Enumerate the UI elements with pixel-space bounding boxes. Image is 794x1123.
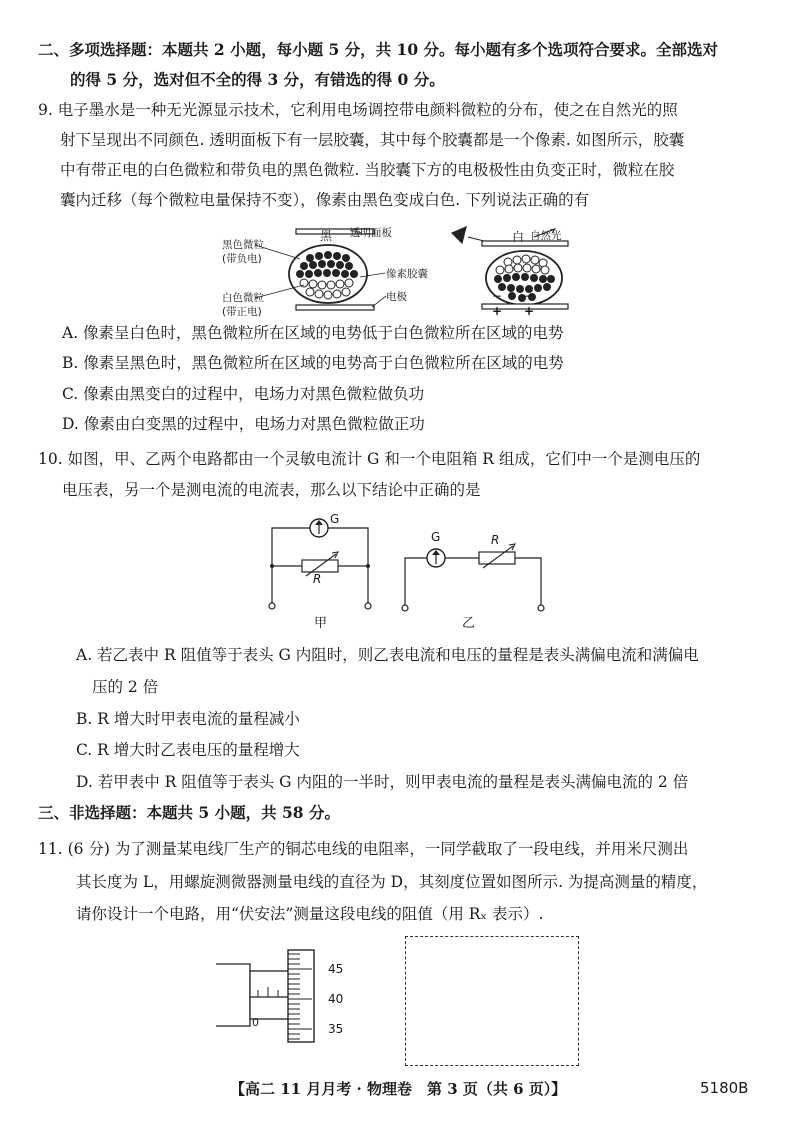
micrometer-tick-0: 0 <box>252 1016 259 1029</box>
q10-stem-line1: 10. 如图，甲、乙两个电路都由一个灵敏电流计 G 和一个电阻箱 R 组成，它们中一个是测电压的 <box>38 450 701 468</box>
q10-circuit-yi <box>395 528 555 618</box>
label-minus-2: − <box>524 289 535 303</box>
label-g2: G <box>431 530 441 544</box>
label-plus-1: + <box>492 304 503 318</box>
label-plus-2: + <box>524 304 535 318</box>
q10-option-b: B. R 增大时甲表电流的量程减小 <box>76 710 300 728</box>
q9-option-a: A. 像素呈白色时，黑色微粒所在区域的电势低于白色微粒所在区域的电势 <box>62 324 564 342</box>
q11-stem-line2: 其长度为 L，用螺旋测微器测量电线的直径为 D，其刻度位置如图所示. 为提高测量的精度， <box>76 873 708 891</box>
q11-stem-line1: 11. (6 分) 为了测量某电线厂生产的铜芯电线的电阻率，一同学截取了一段电线，并用米尺测出 <box>38 840 689 858</box>
label-g1: G <box>330 512 340 526</box>
label-panel-white: 白 <box>512 230 525 244</box>
label-white-charge: (带正电) <box>222 306 262 318</box>
q9-option-c: C. 像素由黑变白的过程中，电场力对黑色微粒做负功 <box>62 385 425 403</box>
q9-option-b: B. 像素呈黑色时，黑色微粒所在区域的电势高于白色微粒所在区域的电势 <box>62 354 564 372</box>
page-footer: 【高二 11 月月考 · 物理卷 第 3 页（共 6 页）】 <box>230 1080 567 1098</box>
section2-title-line1: 二、多项选择题：本题共 2 小题，每小题 5 分，共 10 分。每小题有多个选项符合要求。全部选对 <box>38 40 719 59</box>
micrometer-tick-45: 45 <box>328 962 344 976</box>
q10-option-d: D. 若甲表中 R 阻值等于表头 G 内阻的一半时，则甲表电流的量程是表头满偏电流的 2 倍 <box>76 773 689 791</box>
micrometer-tick-40: 40 <box>328 992 344 1006</box>
q10-stem-line2: 电压表，另一个是测电流的电流表，那么以下结论中正确的是 <box>62 481 481 499</box>
q9-stem-line2: 射下呈现出不同颜色. 透明面板下有一层胶囊，其中每个胶囊都是一个像素. 如图所示，胶囊 <box>60 131 685 149</box>
label-minus-1: − <box>492 289 503 303</box>
label-jia: 甲 <box>314 616 328 631</box>
paper-code: 5180B <box>700 1079 749 1097</box>
label-black-charge: (带负电) <box>222 253 262 265</box>
q9-stem-line3: 中有带正电的白色微粒和带负电的黑色微粒. 当胶囊下方的电极极性由负变正时，微粒在胶 <box>60 161 675 179</box>
q9-stem-line4: 囊内迁移（每个微粒电量保持不变），像素由黑色变成白色. 下列说法正确的有 <box>60 191 590 209</box>
q10-option-c: C. R 增大时乙表电压的量程增大 <box>76 741 300 759</box>
answer-box[interactable] <box>405 936 579 1066</box>
section2-title-line2: 的得 5 分，选对但不全的得 3 分，有错选的得 0 分。 <box>70 70 445 89</box>
label-yi: 乙 <box>462 616 476 631</box>
label-electrode: 电极 <box>386 291 407 303</box>
micrometer-tick-35: 35 <box>328 1022 344 1036</box>
q10-circuit-jia <box>260 508 380 618</box>
label-black-particle: 黑色微粒 <box>222 239 264 251</box>
q10-option-a-line2: 压的 2 倍 <box>92 678 159 696</box>
q9-option-d: D. 像素由白变黑的过程中，电场力对黑色微粒做正功 <box>62 415 425 433</box>
label-transparent-panel: 透明面板 <box>350 227 392 239</box>
q11-stem-line3: 请你设计一个电路，用“伏安法”测量这段电线的阻值（用 Rₓ 表示）. <box>76 905 544 923</box>
label-r2: R <box>491 533 500 547</box>
q9-stem-line1: 9. 电子墨水是一种无光源显示技术，它利用电场调控带电颜料微粒的分布，使之在自然光的照 <box>38 101 678 119</box>
label-white-particle: 白色微粒 <box>222 292 264 304</box>
section3-title: 三、非选择题：本题共 5 小题，共 58 分。 <box>38 803 340 822</box>
label-panel-black: 黑 <box>320 229 333 243</box>
micrometer-figure <box>212 946 342 1046</box>
q10-option-a-line1: A. 若乙表中 R 阻值等于表头 G 内阻时，则乙表电流和电压的量程是表头满偏电流和满偏电 <box>76 646 699 664</box>
eye-icon <box>452 227 466 243</box>
label-pixel-capsule: 像素胶囊 <box>386 268 428 280</box>
label-natural-light: 自然光 <box>530 230 562 242</box>
label-r1: R <box>313 572 322 586</box>
